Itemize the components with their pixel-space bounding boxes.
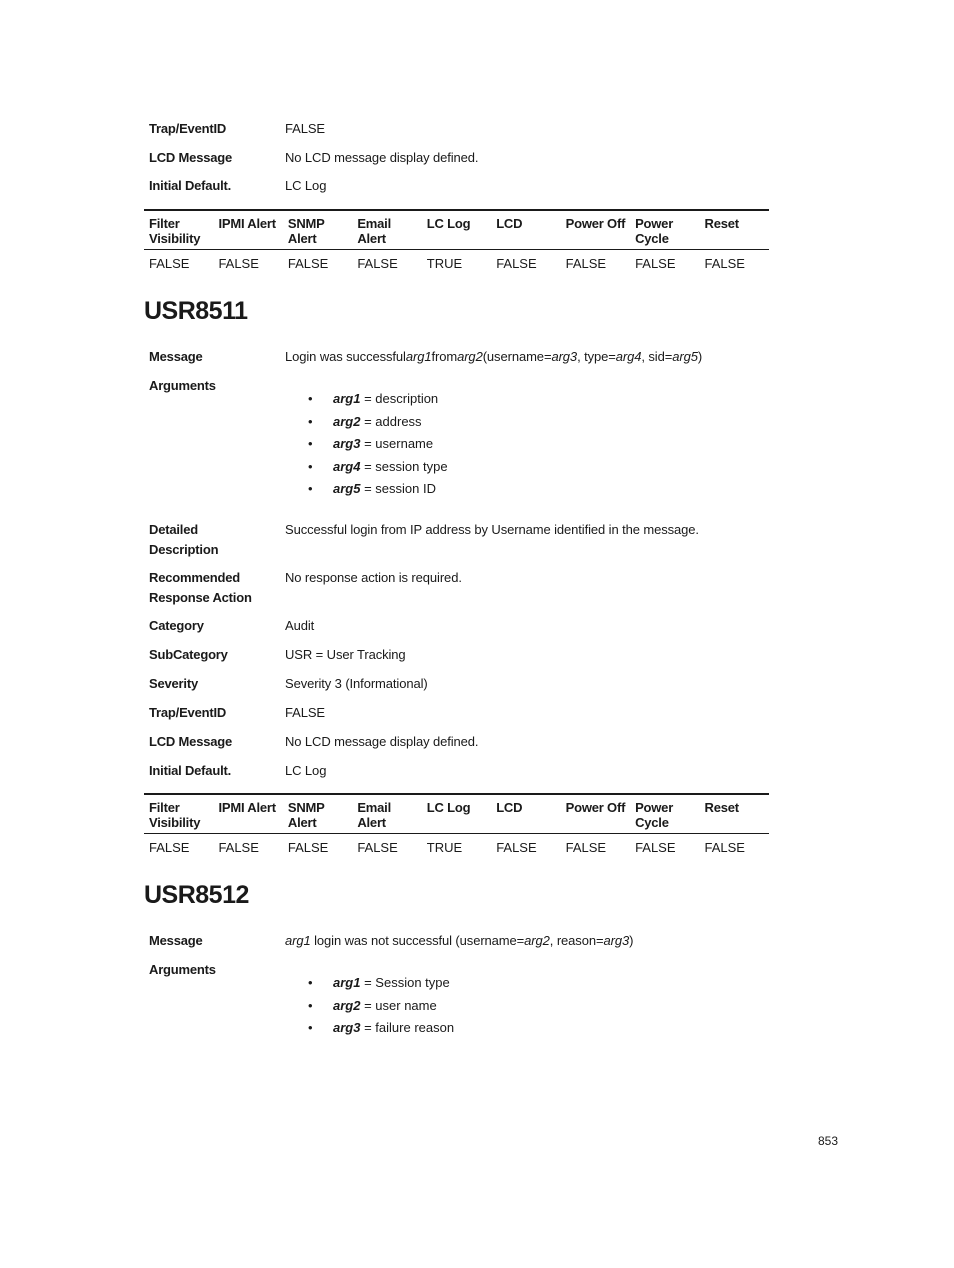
arg-desc: description [375, 391, 439, 406]
arg-eq: = [360, 391, 376, 406]
field-initial-default [149, 761, 769, 781]
msg-text: (username= [482, 349, 552, 364]
table-cell: FALSE [357, 840, 398, 855]
bullet-icon: • [308, 1020, 313, 1035]
section-title-usr8511: USR8511 [144, 297, 248, 325]
bullet-icon: • [308, 997, 313, 1013]
table-cell: FALSE [565, 256, 607, 271]
arg-eq: = [360, 1020, 376, 1035]
label-line: Description [149, 542, 219, 557]
field-value: FALSE [285, 705, 325, 720]
field-label: Initial Default. [149, 763, 232, 778]
arg-eq: = [360, 458, 376, 474]
arg-name: arg2 [333, 413, 361, 429]
field-trap-eventid [149, 703, 769, 723]
bullet-icon: • [308, 391, 313, 406]
bullet-icon: • [308, 975, 313, 990]
msg-text: ) [629, 933, 634, 948]
field-severity [149, 674, 769, 694]
table-cell: FALSE [149, 256, 190, 271]
field-label: LCD Message [149, 150, 233, 165]
table-header-cell: Power Off [565, 216, 626, 231]
field-label: Arguments [149, 962, 216, 977]
list-item [308, 389, 448, 412]
msg-text: ) [697, 349, 703, 364]
arg-name: arg2 [333, 997, 361, 1013]
field-arguments [149, 960, 769, 980]
field-label: Trap/EventID [149, 121, 227, 136]
list-item [308, 434, 448, 457]
field-label: LCD Message [149, 734, 233, 749]
field-value: Successful login from IP address by Username identified in the message. [285, 522, 699, 537]
table-row [144, 250, 769, 278]
msg-text: , sid= [641, 349, 673, 364]
arg-desc: user name [375, 997, 437, 1013]
field-label [149, 568, 285, 608]
arg-desc: Session type [375, 975, 450, 990]
arg-eq: = [360, 436, 376, 451]
msg-text: login was not successful (username= [310, 933, 525, 948]
table-header-cell: Email Alert [357, 216, 391, 246]
list-item [308, 996, 454, 1019]
bullet-icon: • [308, 413, 313, 429]
table-cell: FALSE [218, 256, 259, 271]
alert-table-2 [144, 793, 769, 862]
field-lcd-message [149, 148, 769, 168]
table-header-cell: LC Log [426, 216, 471, 231]
field-label: Message [149, 349, 203, 364]
bullet-icon: • [308, 458, 313, 474]
table-header-row [144, 209, 769, 250]
field-label [149, 520, 285, 560]
field-recommended-action [149, 568, 769, 608]
table-cell: FALSE [635, 256, 676, 271]
arg-name: arg5 [333, 481, 361, 496]
msg-text: from [431, 349, 458, 364]
list-item [308, 412, 448, 435]
table-header-cell: Power Cycle [635, 216, 674, 246]
list-item [308, 457, 448, 480]
msg-arg: arg2 [457, 349, 483, 364]
msg-arg: arg1 [405, 349, 432, 364]
field-value: FALSE [285, 121, 325, 136]
msg-arg: arg3 [603, 933, 630, 948]
msg-arg: arg2 [524, 933, 550, 948]
field-message [149, 931, 769, 951]
table-header-row [144, 793, 769, 834]
arg-desc: session ID [375, 481, 436, 496]
field-value [285, 931, 769, 951]
field-label: Severity [149, 676, 198, 691]
msg-text: , reason= [549, 933, 604, 948]
field-label: Trap/EventID [149, 705, 227, 720]
field-lcd-message [149, 732, 769, 752]
table-header-cell: IPMI Alert [218, 216, 276, 231]
field-value: USR = User Tracking [285, 647, 406, 662]
alert-table-1 [144, 209, 769, 278]
field-label: Initial Default. [149, 178, 232, 193]
table-cell: FALSE [635, 840, 676, 855]
table-cell: FALSE [218, 840, 259, 855]
table-header-cell: Power Cycle [635, 800, 674, 830]
field-value: No LCD message display defined. [285, 734, 479, 749]
arg-eq: = [360, 481, 376, 496]
field-subcategory [149, 645, 769, 665]
arg-desc: failure reason [375, 1020, 455, 1035]
table-cell: TRUE [426, 256, 463, 271]
table-header-cell: LCD [496, 216, 523, 231]
field-category [149, 616, 769, 636]
table-cell: FALSE [565, 840, 607, 855]
bullet-icon: • [308, 481, 313, 496]
bullet-icon: • [308, 436, 313, 451]
arg-name: arg3 [333, 436, 361, 451]
msg-text: , type= [577, 349, 616, 364]
field-value: No response action is required. [285, 570, 462, 585]
arg-eq: = [360, 413, 376, 429]
table-header-cell: Power Off [565, 800, 626, 815]
label-line: Response Action [149, 590, 252, 605]
field-value: No LCD message display defined. [285, 150, 479, 165]
table-cell: FALSE [704, 256, 745, 271]
table-cell: FALSE [287, 840, 329, 855]
table-header-cell: Filter Visibility [149, 216, 201, 246]
arg-desc: session type [375, 458, 448, 474]
table-header-cell: IPMI Alert [218, 800, 276, 815]
table-cell: FALSE [704, 840, 745, 855]
msg-arg: arg5 [672, 349, 698, 364]
field-value: Audit [285, 618, 315, 633]
arg-name: arg1 [333, 975, 361, 990]
field-label: Arguments [149, 378, 216, 393]
page-number: 853 [818, 1134, 839, 1148]
field-value [285, 347, 769, 367]
table-cell: FALSE [496, 840, 537, 855]
arguments-list [308, 389, 448, 502]
field-trap-eventid [149, 119, 769, 139]
field-label: Category [149, 618, 204, 633]
table-header-cell: SNMP Alert [287, 216, 325, 246]
arg-desc: address [375, 413, 422, 429]
table-cell: FALSE [496, 256, 537, 271]
field-detailed-description [149, 520, 769, 560]
list-item [308, 1018, 454, 1041]
arg-eq: = [360, 975, 376, 990]
field-label: Message [149, 933, 203, 948]
list-item [308, 973, 454, 996]
arg-name: arg1 [333, 391, 361, 406]
arg-name: arg3 [333, 1020, 361, 1035]
field-value: Severity 3 (Informational) [285, 676, 428, 691]
table-header-cell: Email Alert [357, 800, 391, 830]
msg-text: Login was successful [285, 349, 406, 364]
table-cell: FALSE [357, 256, 398, 271]
msg-arg: arg3 [551, 349, 578, 364]
table-header-cell: SNMP Alert [287, 800, 325, 830]
table-header-cell: Reset [704, 800, 739, 815]
table-header-cell: LC Log [426, 800, 471, 815]
label-line: Recommended [149, 570, 240, 585]
arg-eq: = [360, 997, 376, 1013]
field-initial-default [149, 176, 769, 196]
arg-name: arg4 [333, 458, 361, 474]
table-cell: FALSE [149, 840, 190, 855]
table-row [144, 834, 769, 862]
table-cell: TRUE [426, 840, 463, 855]
list-item [308, 479, 448, 502]
field-value: LC Log [285, 763, 327, 778]
label-line: Detailed [149, 522, 198, 537]
arg-desc: username [375, 436, 434, 451]
field-arguments [149, 376, 769, 396]
table-header-cell: Filter Visibility [149, 800, 201, 830]
field-message [149, 347, 769, 367]
msg-arg: arg1 [285, 933, 311, 948]
table-header-cell: Reset [704, 216, 739, 231]
section-title-usr8512: USR8512 [144, 881, 249, 909]
field-label: SubCategory [149, 647, 228, 662]
field-value: LC Log [285, 178, 327, 193]
arguments-list [308, 973, 454, 1041]
table-cell: FALSE [287, 256, 329, 271]
msg-arg: arg4 [615, 349, 642, 364]
table-header-cell: LCD [496, 800, 523, 815]
